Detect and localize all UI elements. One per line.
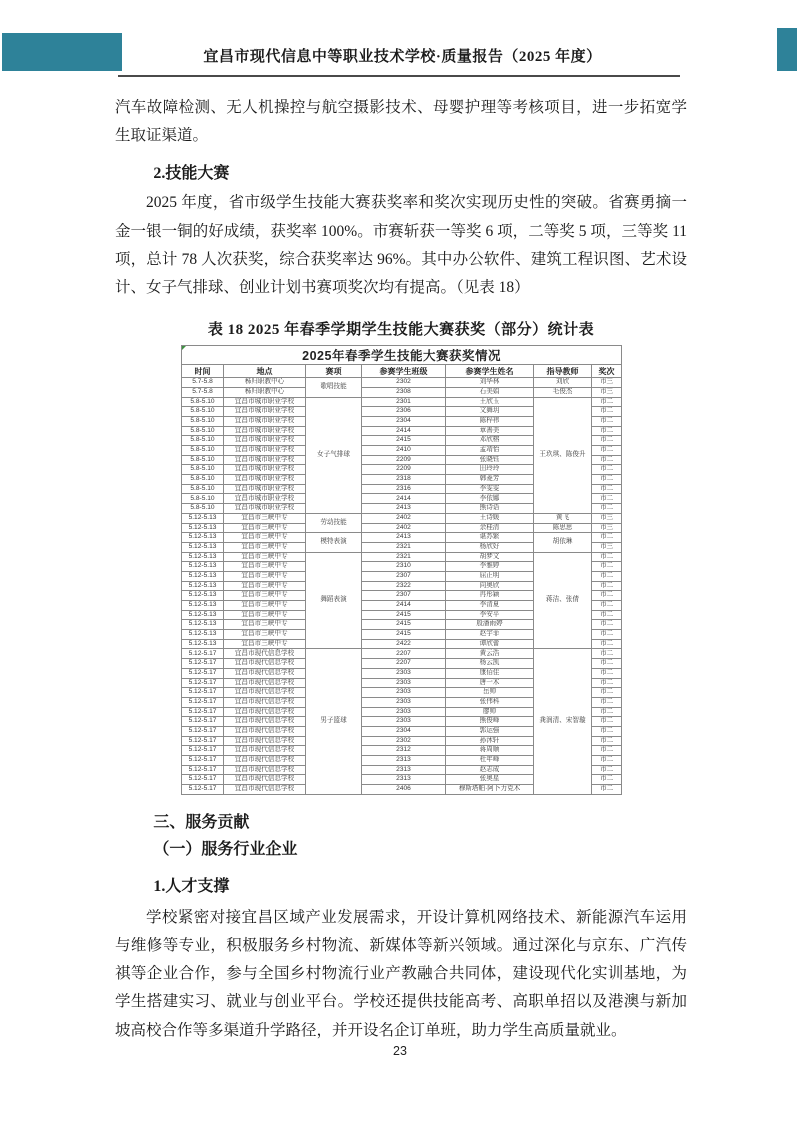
cell-place: 宜昌市现代信息学校 [224,765,306,775]
cell-date: 5.12-5.13 [182,552,224,562]
cell-place: 宜昌市现代信息学校 [224,746,306,756]
cell-place: 宜昌市城市职业学校 [224,416,306,426]
cell-date: 5.12-5.17 [182,678,224,688]
cell-award: 市三 [592,542,622,552]
cell-date: 5.8-5.10 [182,397,224,407]
cell-date: 5.12-5.13 [182,523,224,533]
cell-student: 刘华林 [446,378,534,388]
cell-award: 市二 [592,765,622,775]
cell-place: 宜昌市现代信息学校 [224,697,306,707]
cell-student: 李雯雯 [446,484,534,494]
cell-class: 2302 [362,378,446,388]
cell-class: 2304 [362,726,446,736]
cell-date: 5.12-5.17 [182,736,224,746]
cell-award: 市二 [592,397,622,407]
cell-class: 2321 [362,542,446,552]
col-header-award: 奖次 [592,365,622,378]
cell-award: 市二 [592,707,622,717]
cell-date: 5.8-5.10 [182,494,224,504]
cell-student: 赵宇菲 [446,630,534,640]
cell-class: 2303 [362,717,446,727]
cell-student: 冉彤颖 [446,591,534,601]
table-title: 2025年春季学生技能大赛获奖情况 [182,346,622,365]
cell-place: 宜昌市现代信息学校 [224,649,306,659]
cell-student: 田玲玲 [446,465,534,475]
cell-date: 5.12-5.13 [182,591,224,601]
cell-student: 赵志成 [446,765,534,775]
cell-date: 5.8-5.10 [182,426,224,436]
cell-place: 宜昌市三峡中专 [224,610,306,620]
cell-award: 市二 [592,649,622,659]
cell-award: 市三 [592,378,622,388]
col-header-event: 赛项 [306,365,362,378]
paragraph-contest-results: 2025 年度，省市级学生技能大赛获奖率和奖次实现历史性的突破。省赛勇摘一金一银一铜的好成绩，获奖率 100%。市赛斩获一等奖 6 项，二等奖 5 项，三等奖 11 项，总计 78 人次获奖，综合获奖率达 96%。其中办公软件、建筑工程识图、艺术设计、女子气排球、创业计划书赛项奖次均有提高。（见表 18） [115,194,687,297]
cell-date: 5.7-5.8 [182,387,224,397]
cell-date: 5.7-5.8 [182,378,224,388]
cell-student: 杨云凯 [446,659,534,669]
cell-date: 5.8-5.10 [182,465,224,475]
cell-date: 5.8-5.10 [182,504,224,514]
cell-award: 市二 [592,455,622,465]
cell-date: 5.12-5.17 [182,688,224,698]
heading-service-industry: （一）服务行业企业 [153,840,298,858]
cell-student: 韩菱芳 [446,475,534,485]
cell-date: 5.12-5.17 [182,659,224,669]
col-header-date: 时间 [182,365,224,378]
cell-award: 市二 [592,465,622,475]
cell-class: 2414 [362,426,446,436]
report-header-title: 宜昌市现代信息中等职业技术学校·质量报告（2025 年度） [203,49,602,65]
cell-award: 市二 [592,610,622,620]
cell-date: 5.12-5.17 [182,649,224,659]
cell-class: 2318 [362,475,446,485]
cell-class: 2313 [362,775,446,785]
cell-award: 市二 [592,756,622,766]
cell-student: 孟靖怡 [446,446,534,456]
cell-student: 李安平 [446,610,534,620]
cell-award: 市二 [592,436,622,446]
table-caption: 表 18 2025 年春季学期学生技能大赛获奖（部分）统计表 [207,322,595,339]
cell-place: 宜昌市现代信息学校 [224,736,306,746]
cell-class: 2321 [362,552,446,562]
cell-student: 李清夏 [446,601,534,611]
cell-award: 市二 [592,446,622,456]
awards-table-wrap [181,345,621,795]
page-content [115,94,687,1045]
cell-place: 宜昌市城市职业学校 [224,397,306,407]
cell-date: 5.12-5.17 [182,746,224,756]
cell-place: 宜昌市现代信息学校 [224,668,306,678]
cell-date: 5.12-5.13 [182,513,224,523]
cell-place: 宜昌市城市职业学校 [224,504,306,514]
cell-date: 5.8-5.10 [182,416,224,426]
cell-award: 市二 [592,726,622,736]
cell-date: 5.12-5.17 [182,765,224,775]
cell-place: 宜昌市三峡中专 [224,533,306,543]
cell-place: 宜昌市城市职业学校 [224,484,306,494]
cell-student: 屈正明 [446,571,534,581]
table-row [182,552,622,562]
cell-award: 市三 [592,523,622,533]
cell-award: 市二 [592,736,622,746]
cell-date: 5.8-5.10 [182,446,224,456]
cell-student: 蒋周顺 [446,746,534,756]
cell-award: 市二 [592,775,622,785]
cell-award: 市二 [592,571,622,581]
cell-place: 宜昌市三峡中专 [224,571,306,581]
cell-class: 2302 [362,736,446,746]
cell-date: 5.12-5.17 [182,707,224,717]
cell-class: 2306 [362,407,446,417]
cell-class: 2303 [362,678,446,688]
cell-award: 市二 [592,659,622,669]
cell-student: 向奥欣 [446,581,534,591]
cell-student: 唐一木 [446,678,534,688]
cell-award: 市二 [592,668,622,678]
cell-class: 2316 [362,484,446,494]
cell-award: 市二 [592,581,622,591]
cell-student: 孙沐轩 [446,736,534,746]
cell-class: 2413 [362,533,446,543]
cell-class: 2303 [362,668,446,678]
cell-class: 2410 [362,446,446,456]
cell-class: 2313 [362,756,446,766]
table-row [182,378,622,388]
cell-date: 5.12-5.13 [182,571,224,581]
cell-place: 宜昌市城市职业学校 [224,455,306,465]
cell-place: 宜昌市三峡中专 [224,523,306,533]
heading-skills-contest: 2.技能大赛 [153,165,230,183]
cell-teacher: 陈思思 [534,523,592,533]
cell-place: 宜昌市城市职业学校 [224,475,306,485]
cell-date: 5.12-5.17 [182,775,224,785]
cell-date: 5.12-5.13 [182,639,224,649]
table-row [182,649,622,659]
cell-place: 秭归职教中心 [224,378,306,388]
cell-class: 2413 [362,504,446,514]
cell-event: 舞蹈表演 [306,552,362,649]
cell-place: 宜昌市现代信息学校 [224,717,306,727]
cell-event: 男子篮球 [306,649,362,794]
cell-date: 5.12-5.13 [182,601,224,611]
col-header-student: 参赛学生姓名 [446,365,534,378]
col-header-place: 地点 [224,365,306,378]
cell-class: 2415 [362,630,446,640]
cell-class: 2414 [362,601,446,611]
cell-place: 宜昌市现代信息学校 [224,678,306,688]
cell-class: 2402 [362,523,446,533]
cell-date: 5.12-5.13 [182,542,224,552]
cell-date: 5.12-5.17 [182,785,224,795]
cell-student: 张奥星 [446,775,534,785]
cell-student: 张伟科 [446,697,534,707]
awards-table [181,345,622,795]
cell-class: 2304 [362,416,446,426]
cell-teacher: 刘欣 [534,378,592,388]
cell-award: 市二 [592,591,622,601]
cell-place: 宜昌市现代信息学校 [224,726,306,736]
cell-place: 宜昌市三峡中专 [224,513,306,523]
header-accent-left [2,33,122,71]
cell-class: 2209 [362,455,446,465]
cell-place: 宜昌市三峡中专 [224,620,306,630]
paragraph-talent-support: 学校紧密对接宜昌区域产业发展需求，开设计算机网络技术、新能源汽车运用与维修等专业，积极服务乡村物流、新媒体等新兴领域。通过深化与京东、广汽传祺等企业合作，参与全国乡村物流行业产教融合共同体，建设现代化实训基地，为学生搭建实习、就业与创业平台。学校还提供技能高考、高职单招以及港澳与新加坡高校合作等多渠道升学路径，并开设名企订单班，助力学生高质量就业。 [115,908,687,1039]
cell-award: 市二 [592,504,622,514]
cell-date: 5.12-5.13 [182,533,224,543]
cell-place: 宜昌市现代信息学校 [224,785,306,795]
cell-event: 模特表演 [306,533,362,552]
cell-award: 市二 [592,688,622,698]
cell-date: 5.12-5.13 [182,630,224,640]
cell-date: 5.12-5.17 [182,726,224,736]
cell-class: 2209 [362,465,446,475]
cell-class: 2308 [362,387,446,397]
cell-student: 余桂清 [446,523,534,533]
cell-student: 熊俊峰 [446,717,534,727]
cell-class: 2310 [362,562,446,572]
cell-place: 宜昌市城市职业学校 [224,436,306,446]
cell-class: 2415 [362,610,446,620]
cell-award: 市二 [592,630,622,640]
header-divider [118,75,680,77]
cell-student: 杨欣好 [446,542,534,552]
cell-class: 2313 [362,765,446,775]
cell-date: 5.8-5.10 [182,475,224,485]
cell-place: 宜昌市三峡中专 [224,581,306,591]
table-title-row [182,346,622,365]
cell-student: 章善美 [446,426,534,436]
cell-award: 市二 [592,697,622,707]
cell-student: 穆斯塔帕·阿卜力克木 [446,785,534,795]
cell-award: 市二 [592,475,622,485]
cell-student: 文舞玥 [446,407,534,417]
cell-place: 宜昌市三峡中专 [224,542,306,552]
cell-student: 王欣玉 [446,397,534,407]
col-header-class: 参赛学生班级 [362,365,446,378]
cell-class: 2307 [362,571,446,581]
cell-award: 市二 [592,678,622,688]
cell-date: 5.12-5.17 [182,668,224,678]
cell-award: 市三 [592,513,622,523]
cell-place: 宜昌市三峡中专 [224,591,306,601]
cell-class: 2406 [362,785,446,795]
cell-place: 宜昌市城市职业学校 [224,446,306,456]
cell-event: 歌唱技能 [306,378,362,397]
cell-student: 康佰佳 [446,668,534,678]
col-header-teacher: 指导教师 [534,365,592,378]
cell-student: 石美娟 [446,387,534,397]
cell-award: 市二 [592,562,622,572]
cell-award: 市二 [592,494,622,504]
heading-service-contribution: 三、服务贡献 [153,813,250,831]
cell-place: 宜昌市城市职业学校 [224,426,306,436]
cell-class: 2303 [362,697,446,707]
cell-teacher: 蒋洁、张倩 [534,552,592,649]
cell-place: 宜昌市城市职业学校 [224,494,306,504]
cell-student: 廖帅 [446,707,534,717]
cell-place: 宜昌市三峡中专 [224,639,306,649]
cell-award: 市二 [592,407,622,417]
cell-teacher: 王玖琪、陈俊升 [534,397,592,513]
heading-talent-support: 1.人才支撑 [153,877,230,895]
cell-place: 宜昌市现代信息学校 [224,707,306,717]
awards-table-body [182,378,622,795]
cell-student: 李雅婷 [446,562,534,572]
cell-award: 市二 [592,533,622,543]
cell-class: 2415 [362,620,446,630]
cell-event: 女子气排球 [306,397,362,513]
cell-teacher: 龚润清、宋智璇 [534,649,592,794]
cell-class: 2303 [362,707,446,717]
table-header-row [182,365,622,378]
cell-date: 5.8-5.10 [182,484,224,494]
cell-place: 宜昌市三峡中专 [224,630,306,640]
cell-award: 市二 [592,746,622,756]
cell-award: 市二 [592,416,622,426]
cell-date: 5.8-5.10 [182,455,224,465]
cell-student: 岳帅 [446,688,534,698]
table-row [182,523,622,533]
cell-student: 黄云浩 [446,649,534,659]
cell-place: 宜昌市现代信息学校 [224,688,306,698]
cell-award: 市二 [592,552,622,562]
cell-class: 2415 [362,436,446,446]
cell-event: 劳动技能 [306,513,362,532]
cell-student: 胡梦文 [446,552,534,562]
cell-class: 2312 [362,746,446,756]
cell-student: 谌苏繁 [446,533,534,543]
cell-date: 5.8-5.10 [182,407,224,417]
cell-date: 5.12-5.13 [182,610,224,620]
cell-place: 宜昌市现代信息学校 [224,659,306,669]
cell-class: 2303 [362,688,446,698]
cell-place: 宜昌市三峡中专 [224,562,306,572]
cell-student: 李依娜 [446,494,534,504]
cell-student: 张晓钰 [446,455,534,465]
cell-date: 5.12-5.17 [182,697,224,707]
page-number: 23 [393,1044,407,1058]
cell-student: 邓欣榕 [446,436,534,446]
cell-date: 5.12-5.17 [182,756,224,766]
cell-student: 郭运强 [446,726,534,736]
cell-teacher: 胡依琳 [534,533,592,552]
cell-student: 殷潘雨婷 [446,620,534,630]
table-row [182,397,622,407]
cell-student: 陈梓祎 [446,416,534,426]
cell-award: 市二 [592,785,622,795]
cell-place: 宜昌市三峡中专 [224,601,306,611]
cell-student: 杜年峰 [446,756,534,766]
cell-award: 市二 [592,620,622,630]
cell-place: 宜昌市三峡中专 [224,552,306,562]
cell-place: 宜昌市城市职业学校 [224,465,306,475]
cell-student: 谭欣蕾 [446,639,534,649]
cell-class: 2414 [362,494,446,504]
cell-date: 5.8-5.10 [182,436,224,446]
cell-date: 5.12-5.13 [182,562,224,572]
table-row [182,387,622,397]
cell-class: 2422 [362,639,446,649]
cell-class: 2322 [362,581,446,591]
cell-date: 5.12-5.13 [182,620,224,630]
cell-class: 2307 [362,591,446,601]
cell-date: 5.12-5.17 [182,717,224,727]
cell-award: 市三 [592,387,622,397]
cell-place: 秭归职教中心 [224,387,306,397]
table-corner-artifact [182,346,186,350]
cell-award: 市二 [592,639,622,649]
cell-class: 2207 [362,649,446,659]
cell-student: 王诗媛 [446,513,534,523]
cell-place: 宜昌市城市职业学校 [224,407,306,417]
table-row [182,513,622,523]
cell-award: 市二 [592,426,622,436]
cell-award: 市二 [592,484,622,494]
cell-student: 熊诗语 [446,504,534,514]
cell-class: 2402 [362,513,446,523]
cell-class: 2301 [362,397,446,407]
cell-class: 2207 [362,659,446,669]
cell-teacher: 黄飞 [534,513,592,523]
cell-teacher: 毛俊杰 [534,387,592,397]
cell-place: 宜昌市现代信息学校 [224,775,306,785]
cell-date: 5.12-5.13 [182,581,224,591]
table-row [182,533,622,543]
paragraph-certificates: 汽车故障检测、无人机操控与航空摄影技术、母婴护理等考核项目，进一步拓宽学生取证渠道。 [115,99,687,145]
cell-award: 市二 [592,717,622,727]
header-accent-right [777,28,797,71]
cell-award: 市二 [592,601,622,611]
cell-place: 宜昌市现代信息学校 [224,756,306,766]
